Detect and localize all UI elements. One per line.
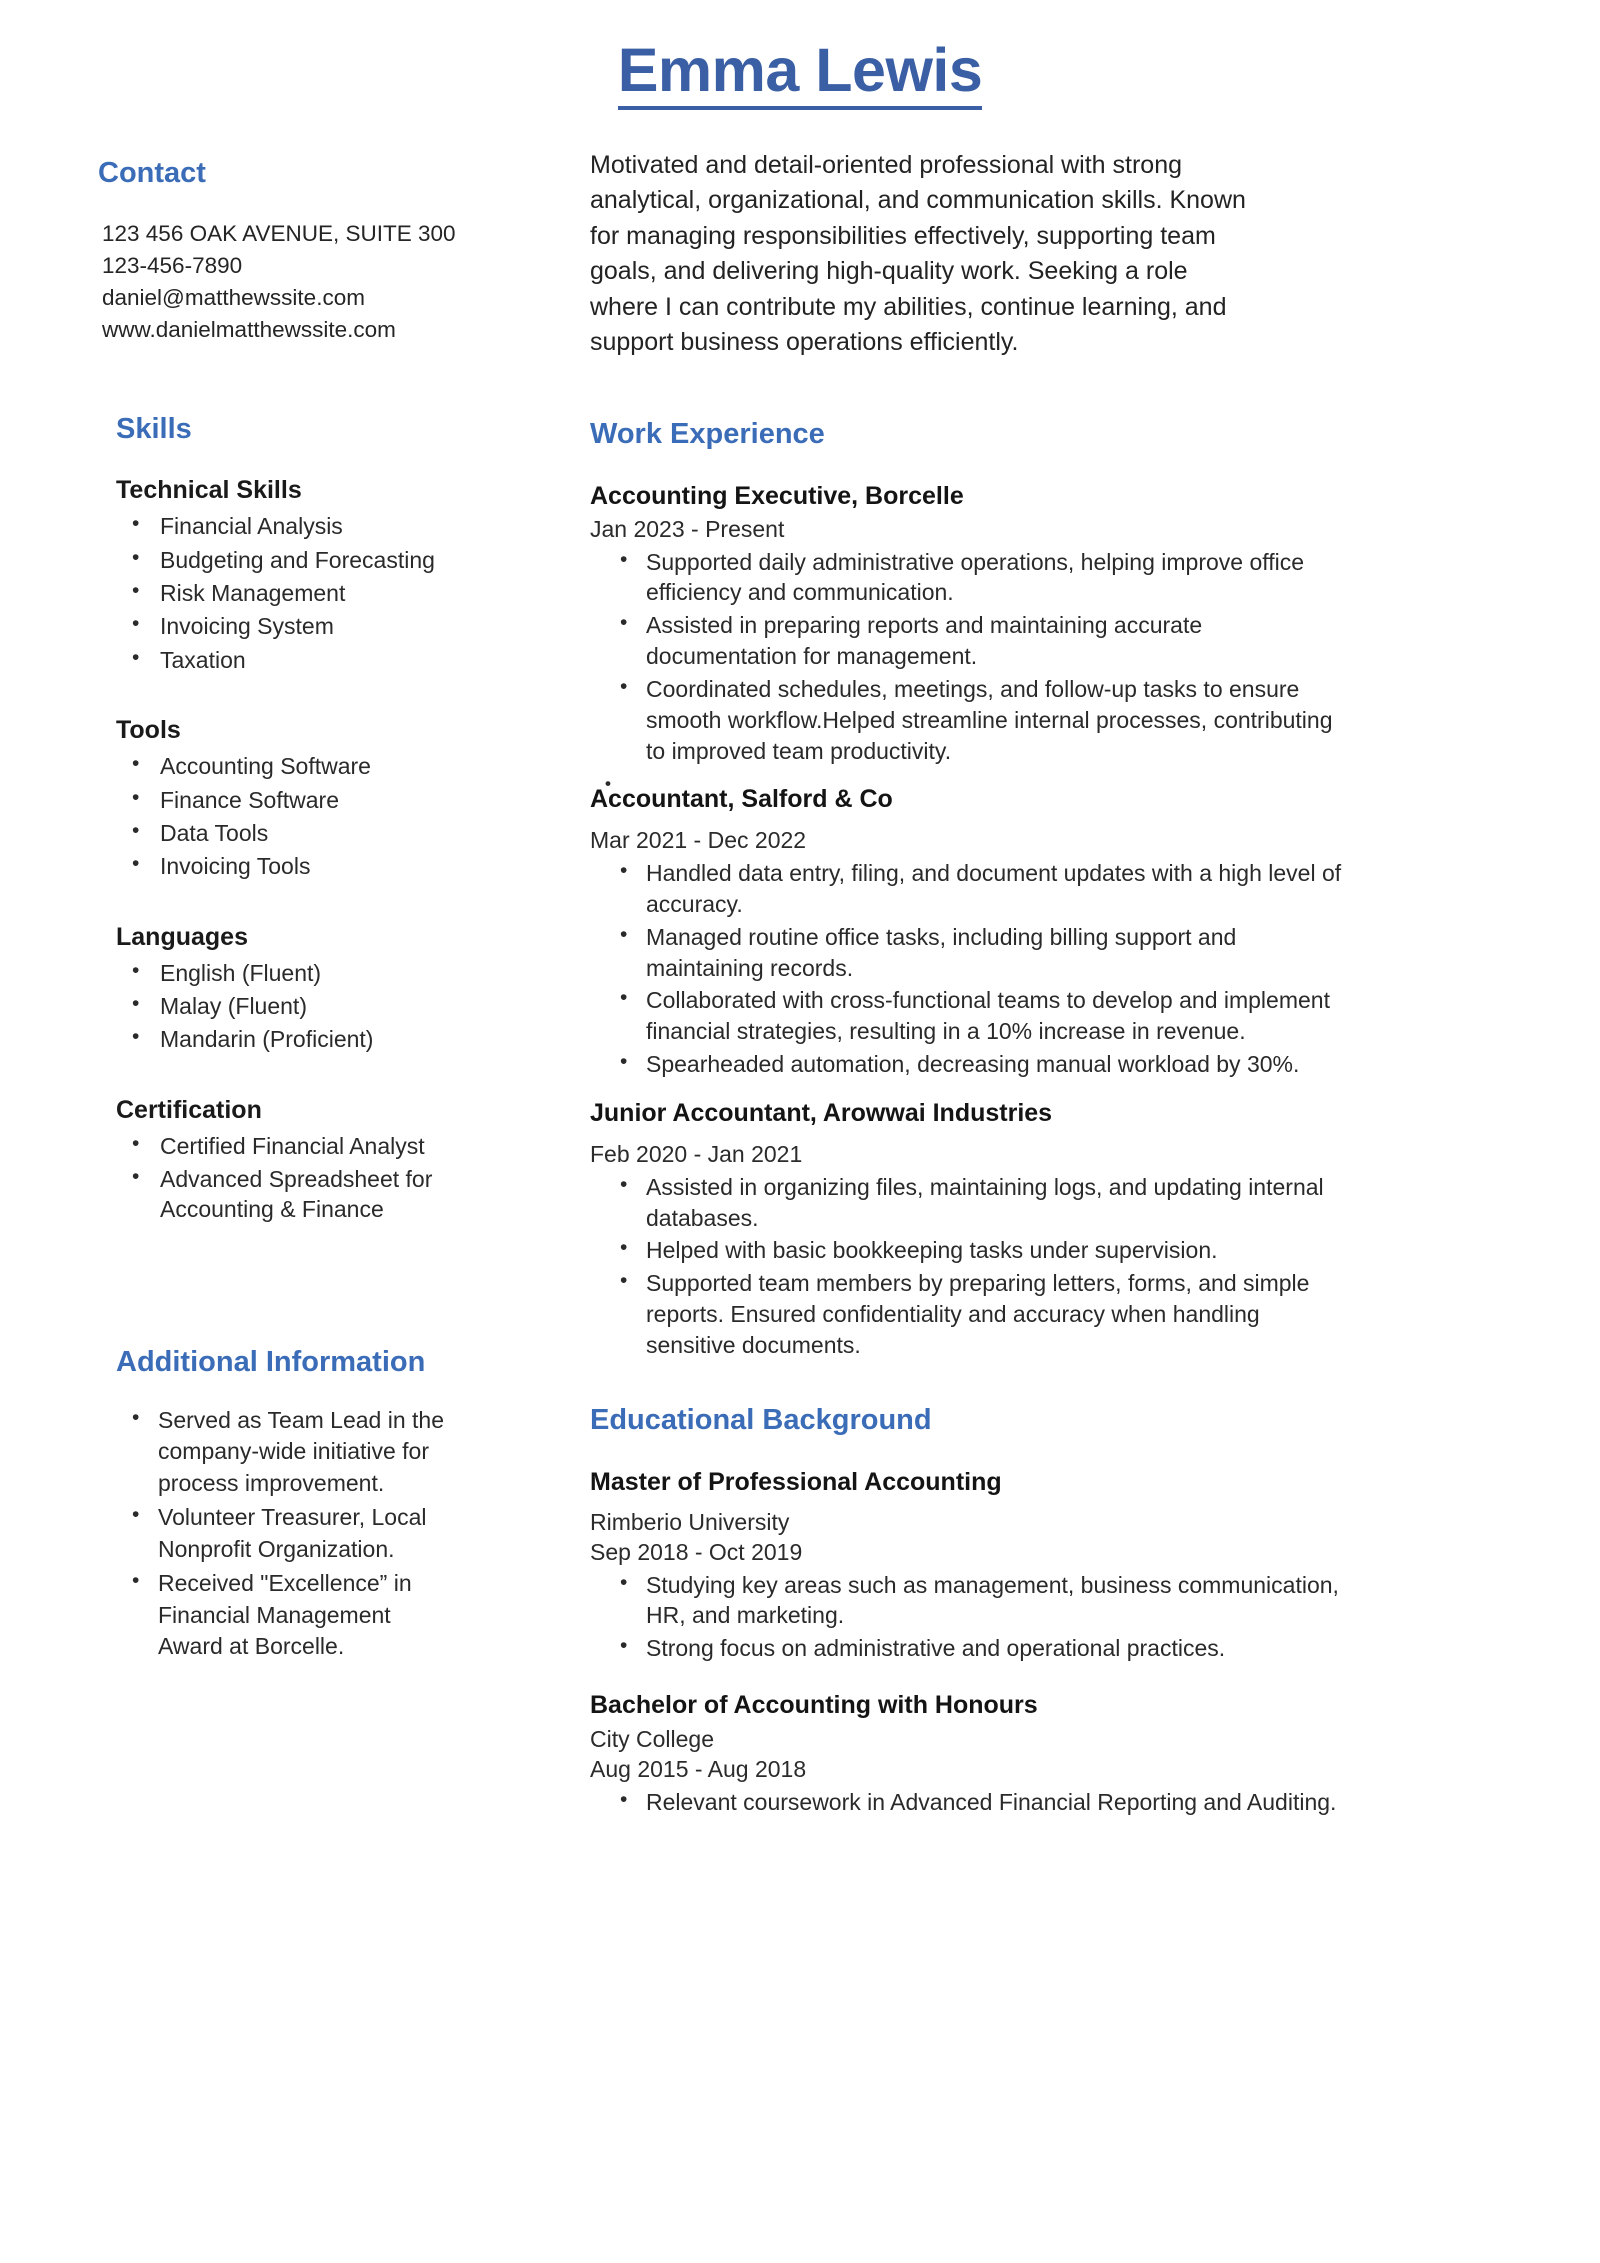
list-item: • Relevant coursework in Advanced Financial Reporting and Auditing.	[646, 1787, 1346, 1818]
list-item: • Mandarin (Proficient)	[158, 1024, 532, 1054]
skills-group-languages	[62, 922, 532, 1055]
skills-group-technical-skills	[62, 475, 532, 675]
list-item: • Supported daily administrative operations, helping improve office efficiency and communication.	[646, 547, 1346, 609]
job-date: Feb 2020 - Jan 2021	[590, 1140, 803, 1167]
list-item: • Collaborated with cross-functional teams to develop and implement financial strategies, resulting in a 10% increase in revenue.	[646, 985, 1346, 1047]
job-entry	[590, 1098, 1538, 1361]
skills-heading: Skills	[116, 412, 192, 445]
sidebar-column	[62, 120, 532, 1666]
education-section	[590, 1405, 1538, 1818]
education-school: City College	[590, 1725, 714, 1752]
list-item: • Accounting Software	[158, 751, 532, 781]
work-experience-heading: Work Experience	[590, 417, 825, 450]
list-item: • Advanced Spreadsheet for Accounting & Finance	[158, 1164, 532, 1225]
education-date: Sep 2018 - Oct 2019	[590, 1538, 803, 1565]
list-item: • Assisted in preparing reports and maintaining accurate documentation for management.	[646, 610, 1346, 672]
job-entry	[590, 784, 1538, 1080]
skills-group-title: Technical Skills	[116, 476, 302, 505]
skills-group-list	[62, 958, 532, 1055]
education-degree: Master of Professional Accounting	[590, 1467, 1002, 1496]
job-bullet-list	[590, 858, 1538, 1080]
skills-group-tools	[62, 715, 532, 881]
education-bullet-list	[590, 1787, 1538, 1818]
education-entry	[590, 1690, 1538, 1818]
skills-group-title: Tools	[116, 716, 181, 745]
list-item: • Assisted in organizing files, maintaining logs, and updating internal databases.	[646, 1172, 1346, 1234]
list-item: • Coordinated schedules, meetings, and follow-up tasks to ensure smooth workflow.Helped streamline internal processes, contributing to improved team productivity.	[646, 674, 1346, 766]
job-bullet-list	[590, 547, 1538, 767]
list-item: • Managed routine office tasks, including billing support and maintaining records.	[646, 922, 1346, 984]
contact-details	[102, 218, 532, 346]
education-degree: Bachelor of Accounting with Honours	[590, 1690, 1038, 1719]
job-date: Jan 2023 - Present	[590, 515, 785, 542]
skills-group-certification	[62, 1095, 532, 1225]
work-experience-section	[590, 419, 1538, 1361]
job-title: • Accountant, Salford & Co	[590, 784, 1538, 814]
list-item: • Volunteer Treasurer, Local Nonprofit Organization.	[158, 1502, 458, 1565]
job-title: Accounting Executive, Borcelle	[590, 481, 964, 510]
list-item: • Strong focus on administrative and operational practices.	[646, 1633, 1346, 1664]
list-item: • English (Fluent)	[158, 958, 532, 988]
list-item: • Budgeting and Forecasting	[158, 545, 532, 575]
list-item: • Invoicing Tools	[158, 851, 532, 881]
additional-information-heading: Additional Information	[116, 1345, 426, 1378]
contact-section	[62, 158, 532, 346]
candidate-name: Emma Lewis	[618, 38, 983, 110]
professional-summary: Motivated and detail-oriented professional with strong analytical, organizational, and communication skills. Known for managing responsibilities effectively, supporting team goals, and delivering high-quality work. Seeking a role where I can contribute my abilities, continue learning, and support business operations efficiently.	[590, 150, 1246, 357]
skills-group-title: Languages	[116, 922, 248, 951]
list-item: • Data Tools	[158, 818, 532, 848]
job-entry	[590, 481, 1538, 767]
list-item: • Supported team members by preparing letters, forms, and simple reports. Ensured confidentiality and accuracy when handling sensitive documents.	[646, 1268, 1346, 1360]
skills-group-list	[62, 511, 532, 675]
resume-body-columns	[0, 120, 1600, 1832]
contact-phone: 123-456-7890	[102, 252, 243, 278]
job-title: Junior Accountant, Arowwai Industries	[590, 1098, 1053, 1127]
education-heading: Educational Background	[590, 1403, 932, 1436]
list-item: • Invoicing System	[158, 611, 532, 641]
contact-website: www.danielmatthewssite.com	[102, 316, 396, 342]
skills-group-list	[62, 751, 532, 881]
list-item: • Finance Software	[158, 785, 532, 815]
list-item: • Helped with basic bookkeeping tasks under supervision.	[646, 1235, 1346, 1266]
list-item: • Studying key areas such as management, business communication, HR, and marketing.	[646, 1570, 1346, 1632]
main-column	[532, 120, 1538, 1832]
list-item: • Certified Financial Analyst	[158, 1131, 532, 1161]
list-item: • Financial Analysis	[158, 511, 532, 541]
education-entry	[590, 1467, 1538, 1664]
additional-information-list	[62, 1405, 532, 1663]
job-bullet-list	[590, 1172, 1538, 1361]
list-item: • Spearheaded automation, decreasing manual workload by 30%.	[646, 1049, 1346, 1080]
additional-information-section	[62, 1347, 532, 1663]
list-item: • Received "Excellence” in Financial Management Award at Borcelle.	[158, 1568, 458, 1663]
skills-group-title: Certification	[116, 1095, 262, 1124]
education-school: Rimberio University	[590, 1508, 790, 1535]
skills-section	[62, 414, 532, 1225]
list-item: • Served as Team Lead in the company-wide initiative for process improvement.	[158, 1405, 458, 1500]
contact-address: 123 456 OAK AVENUE, SUITE 300	[102, 220, 456, 246]
contact-email: daniel@matthewssite.com	[102, 284, 365, 310]
education-date: Aug 2015 - Aug 2018	[590, 1756, 807, 1782]
skills-group-list	[62, 1131, 532, 1225]
resume-header	[0, 0, 1600, 120]
list-item: • Taxation	[158, 645, 532, 675]
list-item: • Handled data entry, filing, and document updates with a high level of accuracy.	[646, 858, 1346, 920]
contact-heading: Contact	[98, 156, 206, 189]
job-date: Mar 2021 - Dec 2022	[590, 827, 807, 854]
list-item: • Risk Management	[158, 578, 532, 608]
education-bullet-list	[590, 1570, 1538, 1664]
list-item: • Malay (Fluent)	[158, 991, 532, 1021]
